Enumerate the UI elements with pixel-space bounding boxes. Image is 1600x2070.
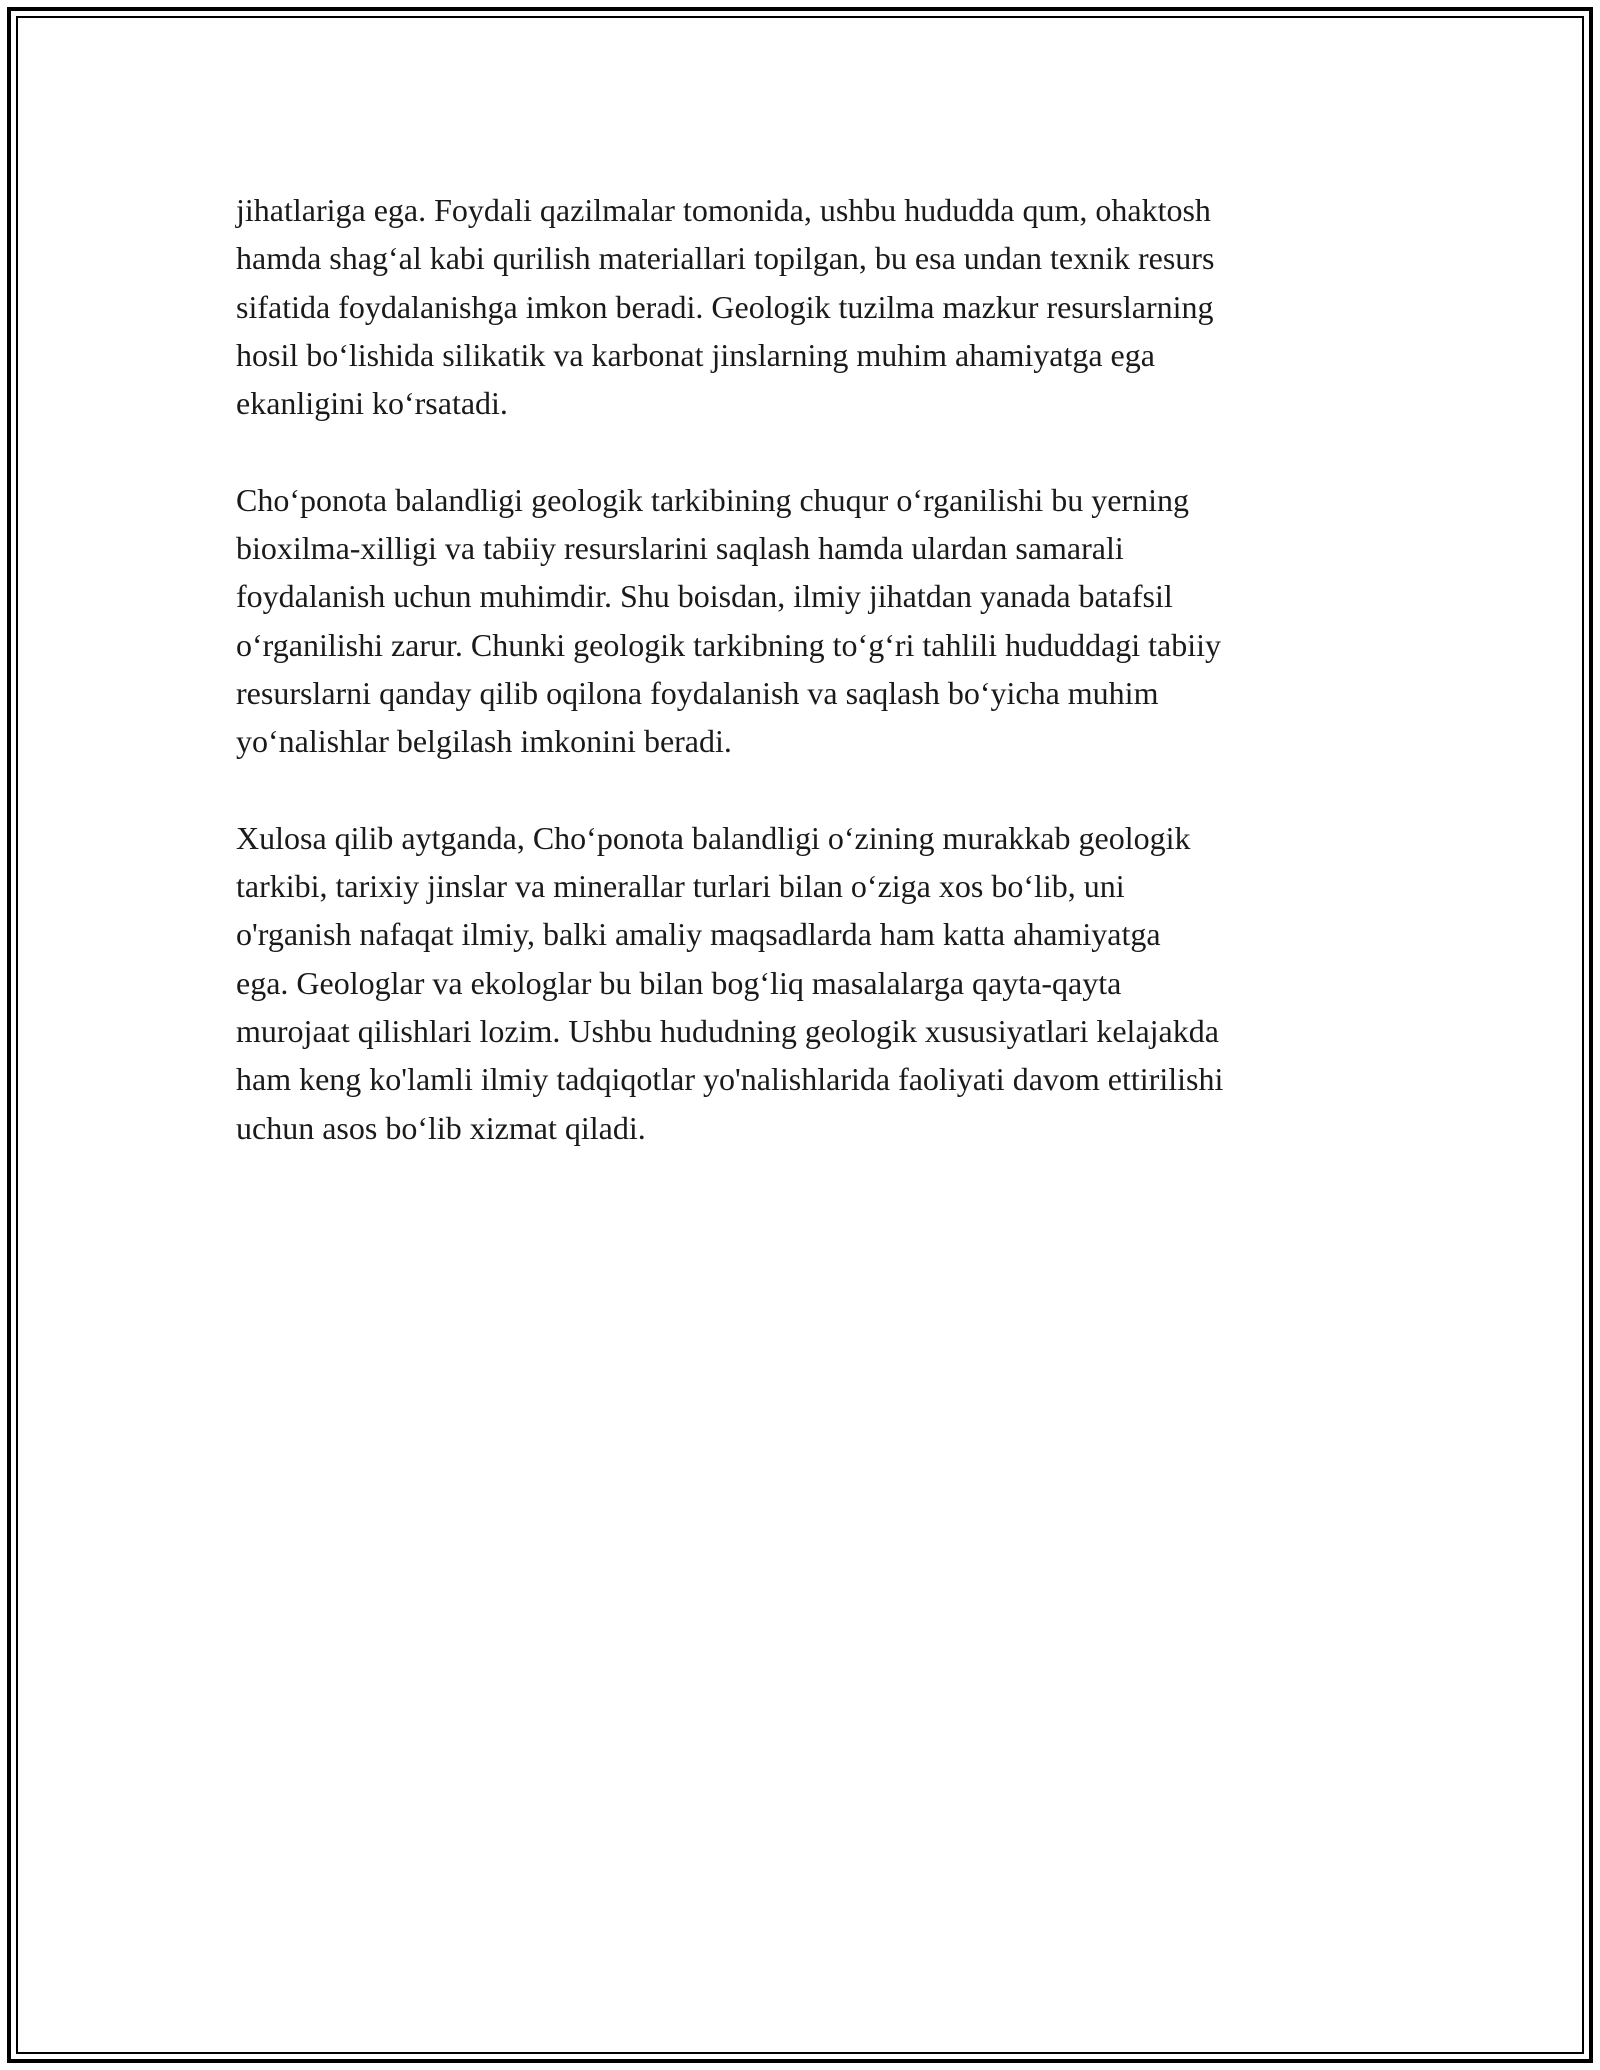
paragraph-1: jihatlariga ega. Foydali qazilmalar tomonida, ushbu hududda qum, ohaktosh hamda shag‘al kabi qurilish materiallari topilgan, bu esa undan texnik resurs sifatida foydalanishga imkon beradi. Geologik tuzilma mazkur resurslarning hosil bo‘lishida silikatik va karbonat jinslarning muhim ahamiyatga ega ekanligini ko‘rsatadi. bbox=[236, 192, 1215, 422]
document-body bbox=[236, 186, 1376, 1200]
paragraph-2: Cho‘ponota balandligi geologik tarkibining chuqur o‘rganilishi bu yerning bioxilma-xilligi va tabiiy resurslarini saqlash hamda ulardan samarali foydalanish uchun muhimdir. Shu boisdan, ilmiy jihatdan yanada batafsil o‘rganilishi zarur. Chunki geologik tarkibning to‘g‘ri tahlili hududdagi tabiiy resurslarni qanday qilib oqilona foydalanish va saqlash bo‘yicha muhim yo‘nalishlar belgilash imkonini beradi. bbox=[236, 481, 1222, 760]
paragraph-3: Xulosa qilib aytganda, Cho‘ponota balandligi o‘zining murakkab geologik tarkibi, tarixiy jinslar va minerallar turlari bilan o‘ziga xos bo‘lib, uni o'rganish nafaqat ilmiy, balki amaliy maqsadlarda ham katta ahamiyatga ega. Geologlar va ekologlar bu bilan bog‘liq masalalarga qayta-qayta murojaat qilishlari lozim. Ushbu hududning geologik xususiyatlari kelajakda ham keng ko'lamli ilmiy tadqiqotlar yo'nalishlarida faoliyati davom ettirilishi uchun asos bo‘lib xizmat qiladi. bbox=[236, 819, 1224, 1146]
